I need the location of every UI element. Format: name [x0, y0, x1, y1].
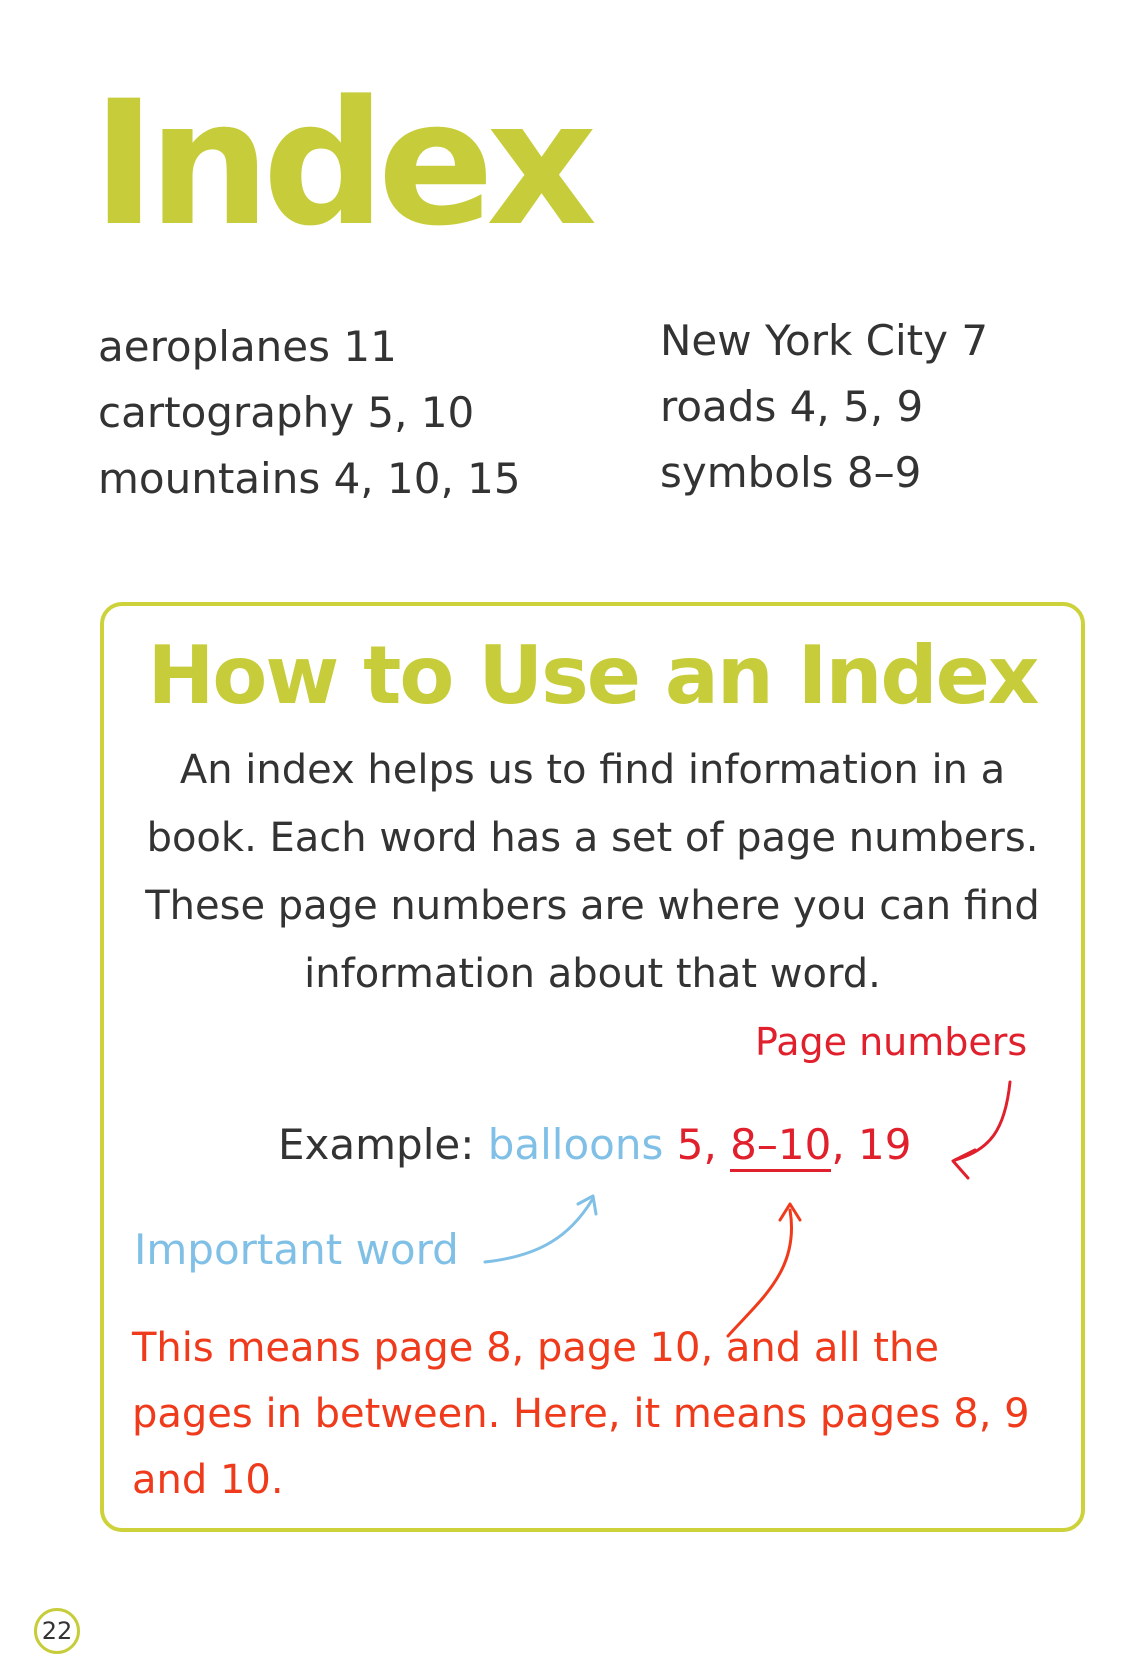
range-arrow-icon — [728, 1210, 792, 1336]
important-word-label: Important word — [134, 1225, 459, 1274]
index-entry: mountains 4, 10, 15 — [98, 454, 521, 503]
index-entry: cartography 5, 10 — [98, 388, 475, 437]
how-to-title: How to Use an Index — [147, 629, 1038, 722]
example-label: Example: — [278, 1120, 475, 1169]
index-entry: symbols 8–9 — [660, 448, 922, 497]
how-to-body-text: An index helps us to find information in a book. Each word has a set of page numbers. These page numbers are where you can find information about that word. — [145, 747, 1040, 997]
example-page: 5, — [676, 1120, 717, 1169]
example-page-rest: , 19 — [831, 1120, 912, 1169]
range-explanation-text: This means page 8, page 10, and all the pages in between. Here, it means pages 8, 9 and 10. — [132, 1325, 1030, 1503]
page-numbers-label: Page numbers — [755, 1020, 1028, 1064]
page-number-badge: 22 — [34, 1608, 80, 1654]
important-word-arrow-icon — [485, 1200, 592, 1262]
page-numbers-arrow-icon — [955, 1082, 1010, 1160]
index-entry: roads 4, 5, 9 — [660, 382, 924, 431]
index-entry: New York City 7 — [660, 316, 989, 365]
index-entry: aeroplanes 11 — [98, 322, 397, 371]
example-word: balloons — [487, 1120, 664, 1169]
example-page-range: 8–10 — [730, 1120, 831, 1172]
page-title: Index — [92, 63, 590, 264]
important-word-arrowhead-icon — [578, 1196, 596, 1214]
